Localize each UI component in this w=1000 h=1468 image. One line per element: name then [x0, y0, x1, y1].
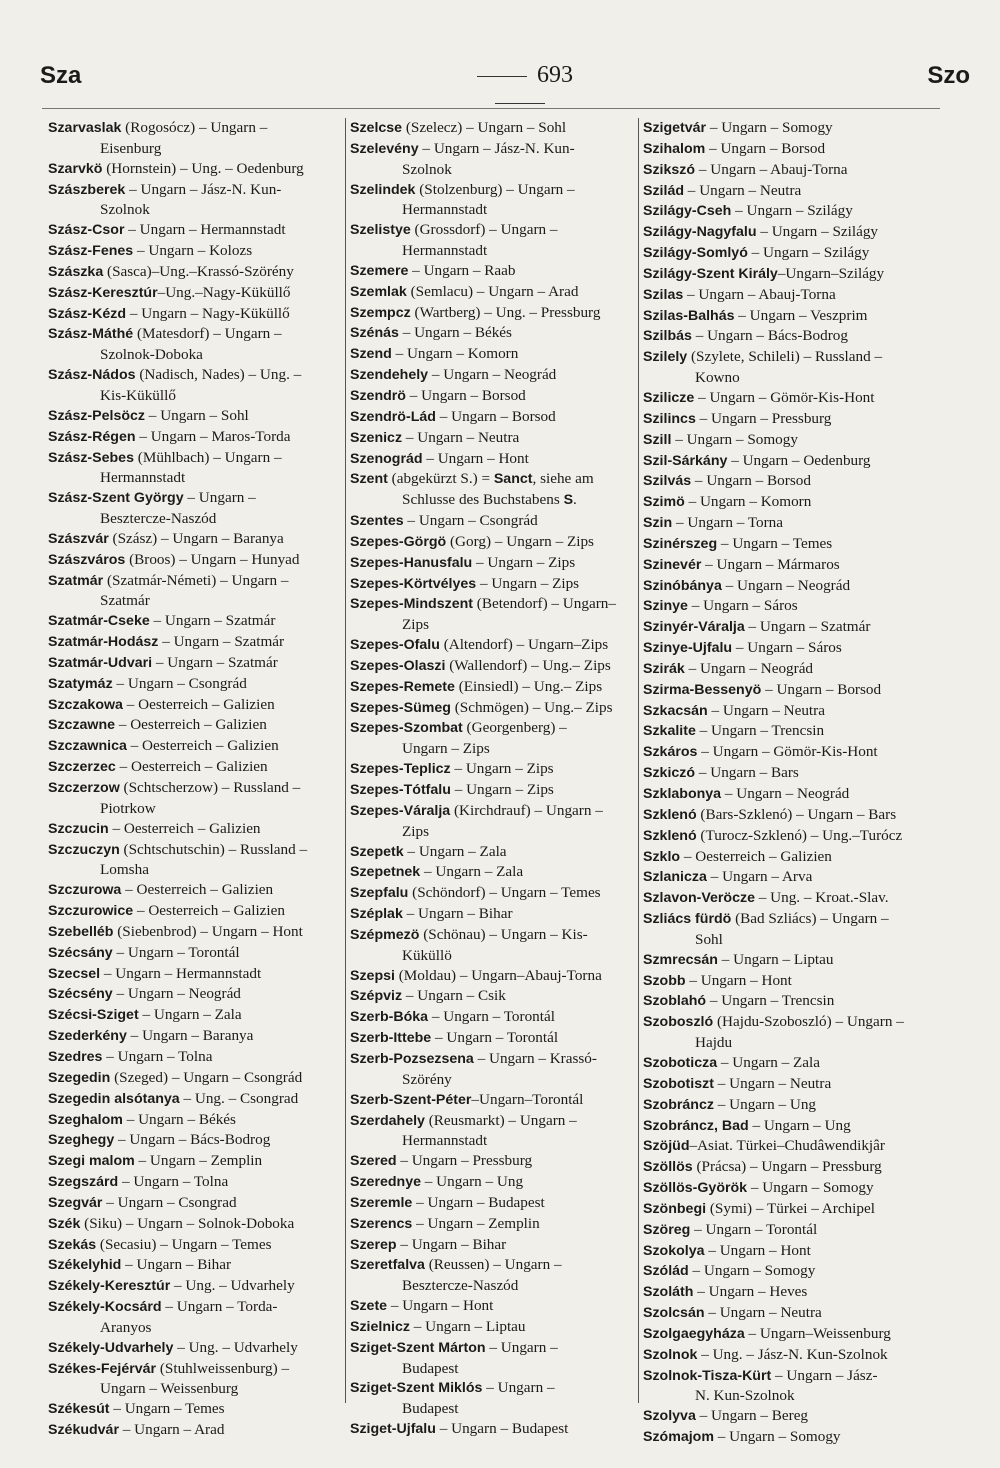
entry-line: Szmrecsán – Ungarn – Liptau — [643, 950, 834, 968]
entry-line: Szelcse (Szelecz) – Ungarn – Sohl — [350, 119, 567, 136]
entry-line: Szielnicz – Ungarn – Liptau — [350, 1317, 526, 1335]
entry-line: Lomsha — [100, 861, 149, 879]
entry-line: Szoboticza – Ungarn – Zala — [643, 1053, 821, 1071]
entry-line: Szöjüd–Asiat. Türkei–Chudâwendikjâr — [643, 1137, 885, 1155]
entry-line: Szendrö-Lád – Ungarn – Borsod — [350, 407, 556, 425]
entry-line: Szenográd – Ungarn – Hont — [350, 449, 529, 467]
entry-line: Hermannstadt — [402, 1132, 488, 1150]
entry-line: Küküllö — [402, 946, 452, 964]
entry-line: Szepes-Sümeg (Schmögen) – Ung.– Zips — [350, 698, 613, 716]
entry-line: Szliács fürdö (Bad Szliács) – Ungarn – — [643, 910, 889, 928]
entry-line: Szepes-Ofalu (Altendorf) – Ungarn–Zips — [350, 636, 609, 654]
entry-line: Szolcsán – Ungarn – Neutra — [643, 1304, 822, 1322]
entry-line: Szönbegi (Symi) – Türkei – Archipel — [643, 1199, 875, 1217]
entry-line: Szenicz – Ungarn – Neutra — [350, 428, 520, 446]
entry-line: Szatymáz – Ungarn – Csongrád — [48, 674, 247, 692]
entry-line: Besztercze-Naszód — [100, 510, 217, 528]
entry-line: Szász-Nádos (Nadisch, Nades) – Ung. – — [48, 366, 302, 384]
entry-line: Sziget-Ujfalu – Ungarn – Budapest — [350, 1420, 569, 1438]
entry-line: Sohl — [695, 930, 723, 948]
entry-line: Szemere – Ungarn – Raab — [350, 261, 516, 279]
entry-line: Szász-Régen – Ungarn – Maros-Torda — [48, 427, 291, 445]
entry-line: Szolgaegyháza – Ungarn–Weissenburg — [643, 1324, 891, 1342]
entry-line: Szegszárd – Ungarn – Tolna — [48, 1173, 229, 1191]
entry-line: Zips — [402, 822, 430, 840]
entry-line: Szil-Sárkány – Ungarn – Oedenburg — [643, 451, 871, 469]
entry-line: Kowno — [695, 369, 740, 387]
entry-line: Szász-Sebes (Mühlbach) – Ungarn – — [48, 448, 282, 466]
entry-line: Szepsi (Moldau) – Ungarn–Abauj-Torna — [350, 966, 602, 984]
entry-line: Székelyhid – Ungarn – Bihar — [48, 1256, 232, 1274]
entry-line: Szécsi-Sziget – Ungarn – Zala — [48, 1006, 242, 1024]
entry-line: Szék (Siku) – Ungarn – Solnok-Doboka — [48, 1214, 295, 1232]
entry-line: Szilágy-Szent Király–Ungarn–Szilágy — [643, 264, 885, 282]
entry-line: Kis-Küküllő — [100, 386, 176, 404]
entry-line: Szerb-Ittebe – Ungarn – Torontál — [350, 1029, 559, 1047]
entry-line: Szászberek – Ungarn – Jász-N. Kun- — [48, 180, 282, 198]
entry-line: Szekás (Secasiu) – Ungarn – Temes — [48, 1235, 272, 1253]
entry-line: Szécsány – Ungarn – Torontál — [48, 943, 240, 961]
entry-line: Szolnok – Ung. – Jász-N. Kun-Szolnok — [643, 1345, 888, 1363]
entry-line: Szczakowa – Oesterreich – Galizien — [48, 695, 275, 713]
entry-line: Szobotiszt – Ungarn – Neutra — [643, 1074, 832, 1092]
page-header — [40, 62, 970, 102]
entry-line: Székely-Kocsárd – Ungarn – Torda- — [48, 1298, 278, 1316]
entry-line: Szatmár-Cseke – Ungarn – Szatmár — [48, 612, 276, 630]
running-head-right: Szo — [927, 62, 970, 89]
entry-line: Szolyva – Ungarn – Bereg — [643, 1407, 809, 1425]
entry-line: Hermannstadt — [402, 201, 488, 219]
entry-line: Szerdahely (Reusmarkt) – Ungarn – — [350, 1111, 577, 1129]
entry-line: Schlusse des Buchstabens S. — [402, 491, 577, 509]
entry-line: Szegedin (Szeged) – Ungarn – Csongrád — [48, 1068, 303, 1086]
entry-line: Szilágy-Nagyfalu – Ungarn – Szilágy — [643, 223, 879, 241]
entry-line: Szilicze – Ungarn – Gömör-Kis-Hont — [643, 388, 875, 406]
entry-line: Szómajom – Ungarn – Somogy — [643, 1428, 841, 1446]
entry-line: Szihalom – Ungarn – Borsod — [643, 139, 826, 157]
entry-line: Szécsény – Ungarn – Neográd — [48, 985, 241, 1003]
entry-line: Szász-Kézd – Ungarn – Nagy-Küküllő — [48, 304, 290, 322]
entry-line: Szebelléb (Siebenbrod) – Ungarn – Hont — [48, 922, 303, 940]
entry-line: Szirma-Bessenyö – Ungarn – Borsod — [643, 680, 882, 698]
entry-line: Szlanicza – Ungarn – Arva — [643, 868, 813, 886]
entry-line: Szólád – Ungarn – Somogy — [643, 1262, 816, 1280]
entry-line: Szkáros – Ungarn – Gömör-Kis-Hont — [643, 743, 878, 761]
entry-line: Szedres – Ungarn – Tolna — [48, 1047, 213, 1065]
entry-line: Aranyos — [100, 1318, 152, 1336]
entry-line: Szelistye (Grossdorf) – Ungarn – — [350, 221, 558, 239]
column-left — [48, 118, 340, 1441]
entry-line: Szinye-Ujfalu – Ungarn – Sáros — [643, 639, 842, 657]
entry-line: Szoboszló (Hajdu-Szoboszló) – Ungarn – — [643, 1013, 904, 1031]
page-number: 693 — [440, 62, 600, 116]
entry-line: Szerb-Szent-Péter–Ungarn–Torontál — [350, 1090, 584, 1108]
entry-line: Szepes-Olaszi (Wallendorf) – Ung.– Zips — [350, 656, 611, 674]
entry-line: Szepetnek – Ungarn – Zala — [350, 863, 524, 881]
entry-line: Szerep – Ungarn – Bihar — [350, 1235, 507, 1253]
entry-line: Szczawnica – Oesterreich – Galizien — [48, 737, 279, 755]
entry-line: Szimö – Ungarn – Komorn — [643, 493, 812, 511]
entry-line: Szobb – Ungarn – Hont — [643, 971, 792, 989]
entry-line: Szász-Fenes – Ungarn – Kolozs — [48, 242, 253, 260]
entry-line: Szoláth – Ungarn – Heves — [643, 1283, 808, 1301]
entry-line: Szolnok-Doboka — [100, 346, 203, 364]
entry-line: Szörény — [402, 1070, 452, 1088]
entry-line: Szatmár-Udvari – Ungarn – Szatmár — [48, 653, 278, 671]
entry-line: Eisenburg — [100, 139, 162, 157]
entry-line: Budapest — [402, 1400, 459, 1418]
entry-line: Piotrkow — [100, 799, 156, 817]
entry-line: Szemlak (Semlacu) – Ungarn – Arad — [350, 282, 579, 300]
entry-line: Szilágy-Cseh – Ungarn – Szilágy — [643, 202, 853, 220]
entry-line: Szklenó (Bars-Szklenó) – Ungarn – Bars — [643, 805, 897, 823]
entry-line: Szász-Keresztúr–Ung.–Nagy-Küküllő — [48, 283, 291, 301]
entry-line: Szerb-Bóka – Ungarn – Torontál — [350, 1008, 555, 1026]
entry-line: N. Kun-Szolnok — [695, 1387, 795, 1405]
entry-line: Székudvár – Ungarn – Arad — [48, 1421, 225, 1439]
entry-line: Szegvár – Ungarn – Csongrad — [48, 1193, 237, 1211]
entry-line: Szász-Pelsöcz – Ungarn – Sohl — [48, 406, 249, 424]
entry-line: Szczuczyn (Schtschutschin) – Russland – — [48, 840, 308, 858]
entry-line: Szczerzow (Schtscherzow) – Russland – — [48, 779, 301, 796]
entry-line: Szarvaslak (Rogosócz) – Ungarn – — [48, 119, 268, 136]
entry-line: Szkalite – Ungarn – Trencsin — [643, 722, 825, 740]
entry-line: Szinérszeg – Ungarn – Temes — [643, 534, 833, 552]
column-right — [638, 118, 935, 1446]
entry-line: Besztercze-Naszód — [402, 1277, 519, 1295]
entry-line: Székely-Keresztúr – Ung. – Udvarhely — [48, 1277, 295, 1295]
entry-line: Szinyér-Váralja – Ungarn – Szatmár — [643, 618, 871, 636]
entry-line: Sziget-Szent Miklós – Ungarn – — [350, 1379, 555, 1397]
entry-line: Szirák – Ungarn – Neográd — [643, 659, 814, 677]
entry-line: Sziget-Szent Márton – Ungarn – — [350, 1338, 558, 1356]
entry-line: Szilbás – Ungarn – Bács-Bodrog — [643, 327, 848, 345]
entry-line: Szendrö – Ungarn – Borsod — [350, 386, 526, 404]
entry-line: Hajdu — [695, 1034, 733, 1052]
entry-line: Szered – Ungarn – Pressburg — [350, 1152, 533, 1170]
entry-line: Szczerzec – Oesterreich – Galizien — [48, 758, 268, 776]
entry-line: Szöllös (Prácsa) – Ungarn – Pressburg — [643, 1158, 882, 1176]
entry-line: Szász-Szent György – Ungarn – — [48, 489, 256, 507]
entry-line: Szendehely – Ungarn – Neográd — [350, 366, 557, 384]
entry-line: Szöllös-Györök – Ungarn – Somogy — [643, 1179, 874, 1197]
entry-line: Zips — [402, 616, 430, 634]
entry-line: Szobráncz – Ungarn – Ung — [643, 1095, 817, 1113]
entry-line: Szend – Ungarn – Komorn — [350, 345, 519, 363]
running-head-left: Sza — [40, 62, 82, 89]
entry-line: Szentes – Ungarn – Csongrád — [350, 512, 538, 530]
entry-line: Szarvkö (Hornstein) – Ung. – Oedenburg — [48, 159, 304, 177]
entry-line: Szerb-Pozsezsena – Ungarn – Krassó- — [350, 1049, 597, 1067]
entry-line: Szepetk – Ungarn – Zala — [350, 842, 507, 860]
entry-line: Székely-Udvarhely – Ung. – Udvarhely — [48, 1338, 298, 1356]
entry-line: Szeghegy – Ungarn – Bács-Bodrog — [48, 1131, 271, 1149]
entry-line: Szempcz (Wartberg) – Ung. – Pressburg — [350, 303, 601, 321]
entry-line: Szerencs – Ungarn – Zemplin — [350, 1214, 540, 1232]
entry-line: Szépviz – Ungarn – Csik — [350, 987, 506, 1005]
entry-line: Szepes-Szombat (Georgenberg) – — [350, 719, 567, 737]
entry-line: Szilas-Balhás – Ungarn – Veszprim — [643, 306, 868, 324]
column-middle — [345, 118, 642, 1438]
entry-line: Szerednye – Ungarn – Ung — [350, 1173, 524, 1191]
entry-line: Szepfalu (Schöndorf) – Ungarn – Temes — [350, 884, 601, 902]
entry-line: Szászváros (Broos) – Ungarn – Hunyad — [48, 550, 300, 568]
entry-line: Szczawne – Oesterreich – Galizien — [48, 716, 267, 734]
entry-line: Szepes-Váralja (Kirchdrauf) – Ungarn – — [350, 801, 603, 819]
entry-line: Szeretfalva (Reussen) – Ungarn – — [350, 1256, 562, 1274]
entry-line: Szklabonya – Ungarn – Neográd — [643, 785, 850, 802]
entry-line: Szelevény – Ungarn – Jász-N. Kun- — [350, 139, 575, 157]
entry-line: Szegedin alsótanya – Ung. – Csongrad — [48, 1089, 299, 1107]
entry-line: Szilád – Ungarn – Neutra — [643, 181, 802, 199]
entry-line: Budapest — [402, 1359, 459, 1377]
entry-line: Szöreg – Ungarn – Torontál — [643, 1220, 818, 1238]
entry-line: Székes-Fejérvár (Stuhlweissenburg) – — [48, 1359, 290, 1377]
entry-line: Szénás – Ungarn – Békés — [350, 324, 512, 342]
entry-line: Szoblahó – Ungarn – Trencsin — [643, 992, 835, 1010]
entry-line: Szill – Ungarn – Somogy — [643, 430, 798, 448]
entry-line: Székesút – Ungarn – Temes — [48, 1400, 225, 1418]
entry-line: Szinye – Ungarn – Sáros — [643, 597, 798, 615]
entry-line: Szinóbánya – Ungarn – Neográd — [643, 576, 851, 594]
entry-line: Szatmár (Szatmár-Németi) – Ungarn – — [48, 571, 289, 589]
entry-line: Szászvár (Szász) – Ungarn – Baranya — [48, 529, 284, 547]
entry-line: Szczucin – Oesterreich – Galizien — [48, 819, 261, 837]
entry-line: Szlavon-Veröcze – Ung. – Kroat.-Slav. — [643, 889, 889, 907]
entry-line: Szklenó (Turocz-Szklenó) – Ung.–Turócz — [643, 826, 903, 844]
entry-line: Szepes-Remete (Einsiedl) – Ung.– Zips — [350, 677, 603, 695]
entry-line: Szepes-Teplicz – Ungarn – Zips — [350, 760, 554, 778]
entry-line: Szelindek (Stolzenburg) – Ungarn – — [350, 180, 575, 198]
entry-line: Szczurowice – Oesterreich – Galizien — [48, 902, 285, 920]
entry-line: Szász-Csor – Ungarn – Hermannstadt — [48, 221, 286, 239]
entry-line: Szecsel – Ungarn – Hermannstadt — [48, 964, 262, 982]
entry-line: Szolnok-Tisza-Kürt – Ungarn – Jász- — [643, 1366, 878, 1384]
entry-line: Szete – Ungarn – Hont — [350, 1297, 494, 1315]
header-rule — [42, 108, 940, 109]
entry-line: Szász-Máthé (Matesdorf) – Ungarn – — [48, 325, 282, 343]
entry-line: Szikszó – Ungarn – Abauj-Torna — [643, 160, 848, 178]
entry-line: Szklo – Oesterreich – Galizien — [643, 847, 832, 865]
entry-line: Szinevér – Ungarn – Mármaros — [643, 555, 840, 573]
entry-line: Szent (abgekürzt S.) = Sanct, siehe am — [350, 470, 594, 488]
entry-line: Hermannstadt — [100, 469, 186, 487]
entry-line: Szilágy-Somlyó – Ungarn – Szilágy — [643, 244, 870, 262]
entry-line: Szászka (Sasca)–Ung.–Krassó-Szörény — [48, 262, 294, 280]
entry-line: Szepes-Hanusfalu – Ungarn – Zips — [350, 553, 576, 571]
entry-line: Szin – Ungarn – Torna — [643, 514, 784, 532]
entry-line: Szigetvár – Ungarn – Somogy — [643, 119, 833, 136]
entry-line: Szobráncz, Bad – Ungarn – Ung — [643, 1116, 851, 1134]
entry-line: Szkiczó – Ungarn – Bars — [643, 764, 799, 782]
entry-line: Szepes-Görgö (Gorg) – Ungarn – Zips — [350, 532, 594, 550]
entry-line: Szilvás – Ungarn – Borsod — [643, 472, 811, 490]
entry-line: Ungarn – Weissenburg — [100, 1380, 239, 1398]
entry-line: Szilincs – Ungarn – Pressburg — [643, 409, 832, 427]
entry-line: Szolnok — [100, 201, 150, 219]
entry-line: Szatmár-Hodász – Ungarn – Szatmár — [48, 633, 285, 651]
entry-line: Szepes-Körtvélyes – Ungarn – Zips — [350, 574, 580, 592]
entry-line: Szilely (Szylete, Schileli) – Russland – — [643, 348, 883, 366]
entry-line: Szatmár — [100, 592, 150, 610]
entry-line: Szepes-Tótfalu – Ungarn – Zips — [350, 781, 554, 798]
entry-line: Szczurowa – Oesterreich – Galizien — [48, 881, 274, 899]
entry-line: Ungarn – Zips — [402, 740, 490, 758]
entry-line: Széplak – Ungarn – Bihar — [350, 905, 513, 923]
entry-line: Szepes-Mindszent (Betendorf) – Ungarn– — [350, 595, 616, 613]
entry-line: Szépmezö (Schönau) – Ungarn – Kis- — [350, 925, 588, 943]
entry-line: Szeghalom – Ungarn – Békés — [48, 1110, 236, 1128]
entry-line: Szegi malom – Ungarn – Zemplin — [48, 1152, 263, 1170]
entry-line: Szederkény – Ungarn – Baranya — [48, 1027, 254, 1045]
entry-line: Hermannstadt — [402, 242, 488, 260]
entry-line: Szeremle – Ungarn – Budapest — [350, 1193, 545, 1211]
entry-line: Szkacsán – Ungarn – Neutra — [643, 701, 825, 719]
entry-line: Szolnok — [402, 160, 452, 178]
entry-line: Szilas – Ungarn – Abauj-Torna — [643, 285, 836, 303]
entry-line: Szokolya – Ungarn – Hont — [643, 1241, 811, 1259]
